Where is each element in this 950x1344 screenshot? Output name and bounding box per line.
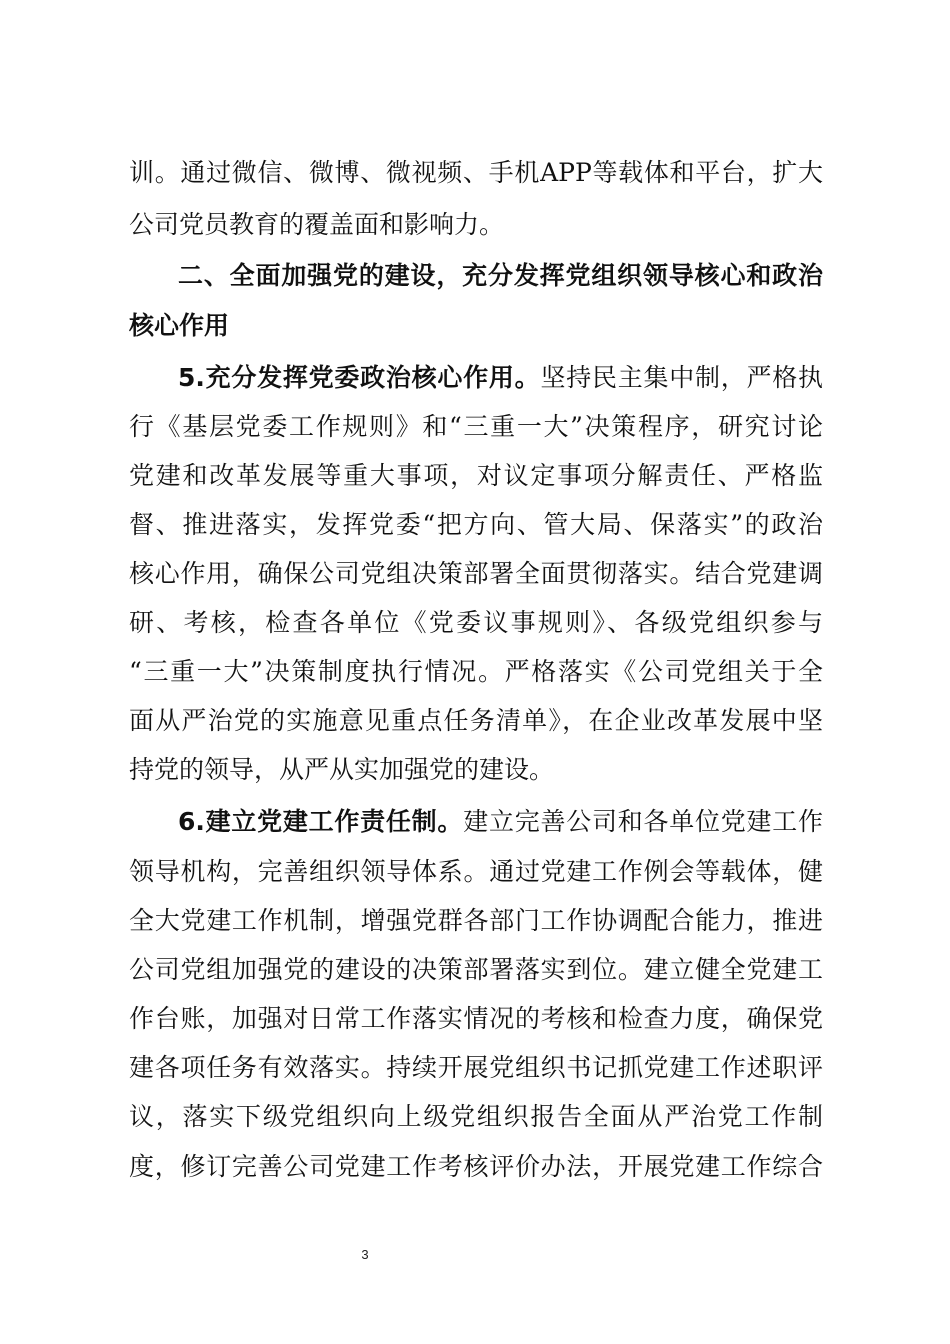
paragraph-line: 持党的领导，从严从实加强党的建设。 [129,755,555,784]
paragraph-line: 训。通过微信、微博、微视频、手机APP等载体和平台，扩大 [129,158,823,187]
paragraph-line: 核心作用，确保公司党组决策部署全面贯彻落实。结合党建调 [129,559,823,588]
paragraph-line: 建各项任务有效落实。持续开展党组织书记抓党建工作述职评 [129,1053,823,1082]
paragraph-line: “三重一大”决策制度执行情况。严格落实《公司党组关于全 [129,657,823,686]
paragraph-line: 议，落实下级党组织向上级党组织报告全面从严治党工作制 [129,1102,823,1131]
item-6-text: 建立完善公司和各单位党建工作 [463,807,823,836]
paragraph-line: 公司党员教育的覆盖面和影响力。 [129,210,505,239]
section-heading-continued: 核心作用 [129,311,230,340]
paragraph-line: 作台账，加强对日常工作落实情况的考核和检查力度，确保党 [129,1004,823,1033]
item-5-text: 坚持民主集中制，严格执 [540,363,823,392]
paragraph-line: 面从严治党的实施意见重点任务清单》，在企业改革发展中坚 [129,706,823,735]
paragraph-line: 督、推进落实，发挥党委“把方向、管大局、保落实”的政治 [129,510,823,539]
item-6-first-line [178,802,823,842]
paragraph-line: 度，修订完善公司党建工作考核评价办法，开展党建工作综合 [129,1152,823,1181]
item-5-heading: 5.充分发挥党委政治核心作用。 [178,363,541,392]
paragraph-line: 党建和改革发展等重大事项，对议定事项分解责任、严格监 [129,461,823,490]
paragraph-line: 公司党组加强党的建设的决策部署落实到位。建立健全党建工 [129,955,823,984]
paragraph-line: 行《基层党委工作规则》和“三重一大”决策程序，研究讨论 [129,412,823,441]
section-heading: 二、全面加强党的建设，充分发挥党组织领导核心和政治 [178,261,823,290]
paragraph-line: 研、考核，检查各单位《党委议事规则》、各级党组织参与 [129,608,823,637]
item-6-heading: 6.建立党建工作责任制。 [178,807,464,836]
item-5-first-line [178,358,823,398]
paragraph-line: 全大党建工作机制，增强党群各部门工作协调配合能力，推进 [129,906,823,935]
paragraph-line: 领导机构，完善组织领导体系。通过党建工作例会等载体，健 [129,857,823,886]
page-number: 3 [361,1247,369,1262]
